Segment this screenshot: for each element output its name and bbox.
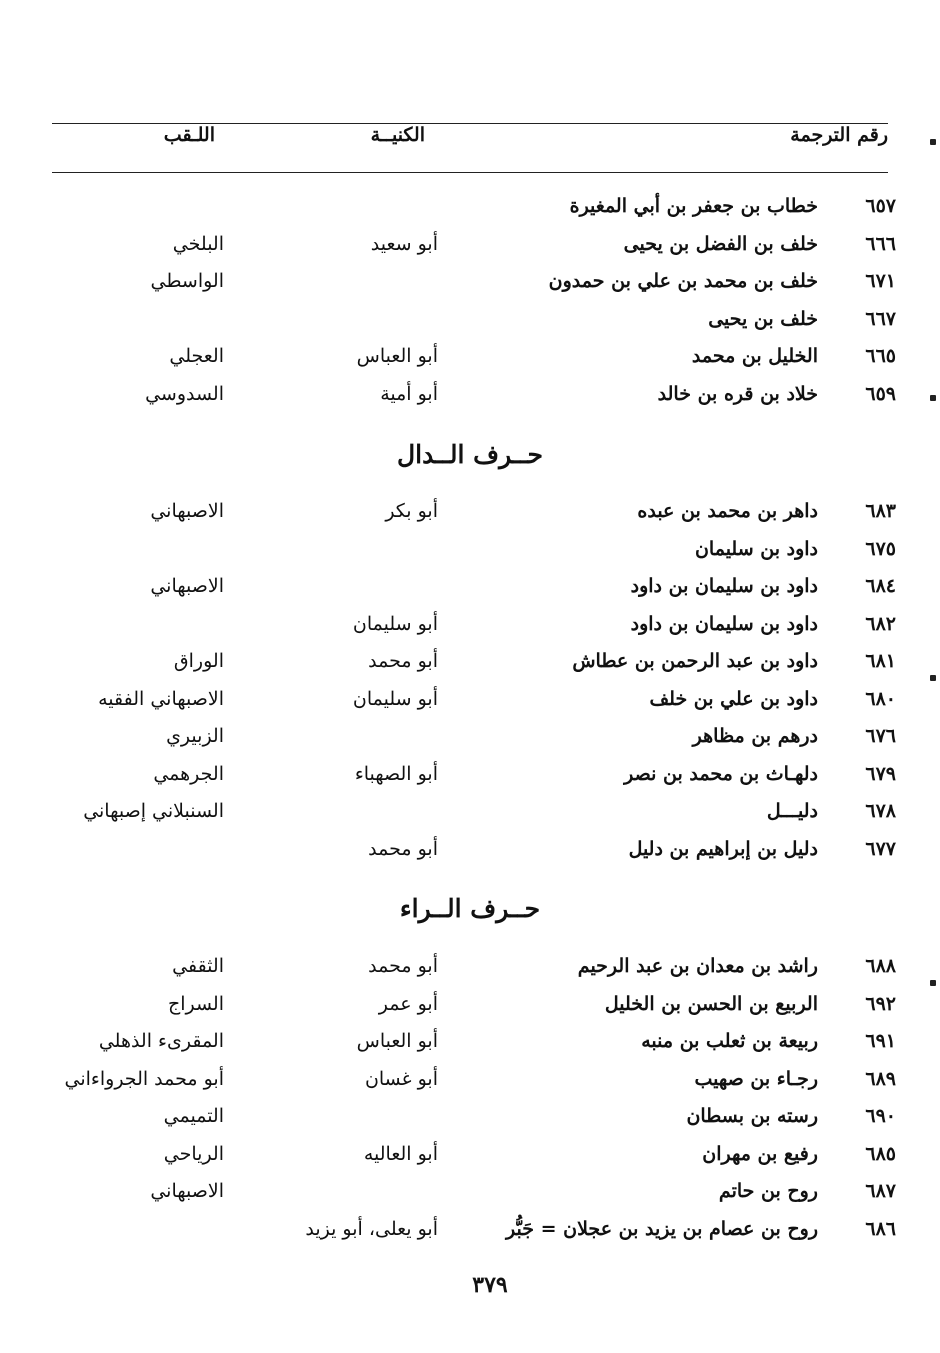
margin-mark xyxy=(930,395,936,401)
entry-laqab: أبو محمد الجرواءاني xyxy=(64,1067,224,1090)
entry-laqab: الاصبهاني xyxy=(150,575,224,597)
entry-kunya: أبو محمد xyxy=(368,837,438,860)
entry-name: خلاد بن قره بن خالد xyxy=(657,382,818,405)
entry-number: ٦٦٧ xyxy=(865,307,896,330)
entry-number: ٦٧٨ xyxy=(865,800,896,822)
entry-kunya: أبو عمر xyxy=(378,992,438,1015)
entry-laqab: العجلي xyxy=(169,345,224,367)
entry-number: ٦٩٢ xyxy=(865,992,896,1015)
entry-number: ٦٧٧ xyxy=(865,837,896,860)
entry-laqab: السراج xyxy=(167,992,224,1015)
entry-kunya: أبو أمية xyxy=(380,382,438,405)
entry-kunya: أبو سليمان xyxy=(352,687,438,710)
entry-number: ٦٧٩ xyxy=(865,762,896,785)
entry-number: ٦٨٧ xyxy=(865,1180,896,1202)
entry-name: داود بن عبد الرحمن بن عطاش xyxy=(572,650,818,672)
entry-name: دلهـاث بن محمد بن نصر xyxy=(624,762,818,785)
margin-mark xyxy=(930,980,936,986)
entry-name: روح بن حاتم xyxy=(718,1180,818,1202)
entry-name: داهر بن محمد بن عبده xyxy=(637,500,818,522)
column-header-number: رقم الترجمة xyxy=(790,124,888,146)
header-bottom-rule xyxy=(52,172,888,173)
entry-laqab: البلخي xyxy=(172,232,224,255)
section-heading: حــرف الــدال xyxy=(397,440,543,469)
entry-name: رسته بن بسطان xyxy=(686,1105,818,1127)
entry-number: ٦٨٠ xyxy=(865,687,896,710)
entry-kunya: أبو الصهباء xyxy=(354,762,438,785)
entry-number: ٦٥٧ xyxy=(865,195,896,217)
entry-kunya: أبو العاليه xyxy=(363,1142,438,1165)
section-heading: حــرف الــراء xyxy=(399,894,541,923)
entry-laqab: الاصبهاني الفقيه xyxy=(98,687,224,710)
entry-number: ٦٩٠ xyxy=(865,1105,896,1127)
entry-kunya: أبو سعيد xyxy=(370,232,438,255)
entry-name: دليل بن إبراهيم بن دليل xyxy=(628,837,818,860)
entry-name: خطاب بن جعفر بن أبي المغيرة xyxy=(569,195,818,217)
entry-number: ٦٨٥ xyxy=(865,1142,896,1165)
entry-laqab: السنبلاني إصبهاني xyxy=(83,800,224,822)
entry-number: ٦٩١ xyxy=(865,1030,896,1052)
entry-number: ٦٧١ xyxy=(865,270,896,292)
entry-number: ٦٦٥ xyxy=(865,345,896,367)
entry-name: الخليل بن محمد xyxy=(691,345,818,367)
entry-kunya: أبو يعلى، أبو يزيد xyxy=(305,1217,438,1240)
entry-name: خلف بن يحيى xyxy=(708,307,818,330)
entry-laqab: الزبيري xyxy=(166,725,224,747)
entry-laqab: السدوسي xyxy=(145,382,224,405)
entry-number: ٦٦٦ xyxy=(865,232,896,255)
entry-kunya: أبو العباس xyxy=(356,1030,438,1052)
margin-mark xyxy=(930,139,936,145)
entry-laqab: التميمي xyxy=(163,1105,224,1127)
entry-laqab: الواسطي xyxy=(150,270,224,292)
entry-name: داود بن علي بن خلف xyxy=(649,687,818,710)
entry-number: ٦٥٩ xyxy=(865,382,896,405)
entry-laqab: الجرهمي xyxy=(153,762,224,785)
entry-name: روح بن عصام بن يزيد بن عجلان = جَبُّر xyxy=(506,1217,818,1240)
entry-kunya: أبو محمد xyxy=(368,650,438,672)
entry-number: ٦٧٥ xyxy=(865,537,896,560)
page-number: ٣٧٩ xyxy=(472,1272,508,1298)
entry-kunya: أبو محمد xyxy=(368,955,438,977)
entry-name: خلف بن محمد بن علي بن حمدون xyxy=(548,270,818,292)
entry-number: ٦٨٢ xyxy=(865,612,896,635)
entry-number: ٦٨٣ xyxy=(865,500,896,522)
entry-name: داود بن سليمان بن داود xyxy=(630,612,818,635)
column-header-laqab: اللـقب xyxy=(163,124,215,146)
entry-name: رفيع بن مهران xyxy=(702,1142,818,1165)
entry-laqab: الثقفي xyxy=(172,955,224,977)
entry-number: ٦٨٤ xyxy=(865,575,896,597)
entry-number: ٦٧٦ xyxy=(865,725,896,747)
entry-name: الربيع بن الحسن بن الخليل xyxy=(604,992,818,1015)
margin-mark xyxy=(930,675,936,681)
entry-name: داود بن سليمان xyxy=(694,537,818,560)
entry-name: ربيعة بن ثعلب بن منبه xyxy=(641,1030,818,1052)
column-header-kunya: الكنيــة xyxy=(370,124,425,146)
entry-number: ٦٨١ xyxy=(865,650,896,672)
entry-kunya: أبو سليمان xyxy=(352,612,438,635)
entry-laqab: الرياحي xyxy=(163,1142,224,1165)
entry-name: درهم بن مظاهر xyxy=(692,725,818,747)
entry-kunya: أبو غسان xyxy=(364,1067,438,1090)
entry-name: دليـــل xyxy=(766,800,818,822)
entry-name: رجـاء بن صهيب xyxy=(694,1067,818,1090)
entry-number: ٦٨٩ xyxy=(865,1067,896,1090)
entry-name: داود بن سليمان بن داود xyxy=(630,575,818,597)
entry-name: خلف بن الفضل بن يحيى xyxy=(623,232,818,255)
entry-laqab: المقرىء الذهلي xyxy=(98,1030,224,1052)
entry-kunya: أبو العباس xyxy=(356,345,438,367)
entry-kunya: أبو بكر xyxy=(385,500,438,522)
entry-laqab: الاصبهاني xyxy=(150,1180,224,1202)
entry-name: راشد بن معدان بن عبد الرحيم xyxy=(577,955,818,977)
entry-number: ٦٨٨ xyxy=(865,955,896,977)
entry-number: ٦٨٦ xyxy=(865,1217,896,1240)
entry-laqab: الوراق xyxy=(173,650,224,672)
entry-laqab: الاصبهاني xyxy=(150,500,224,522)
